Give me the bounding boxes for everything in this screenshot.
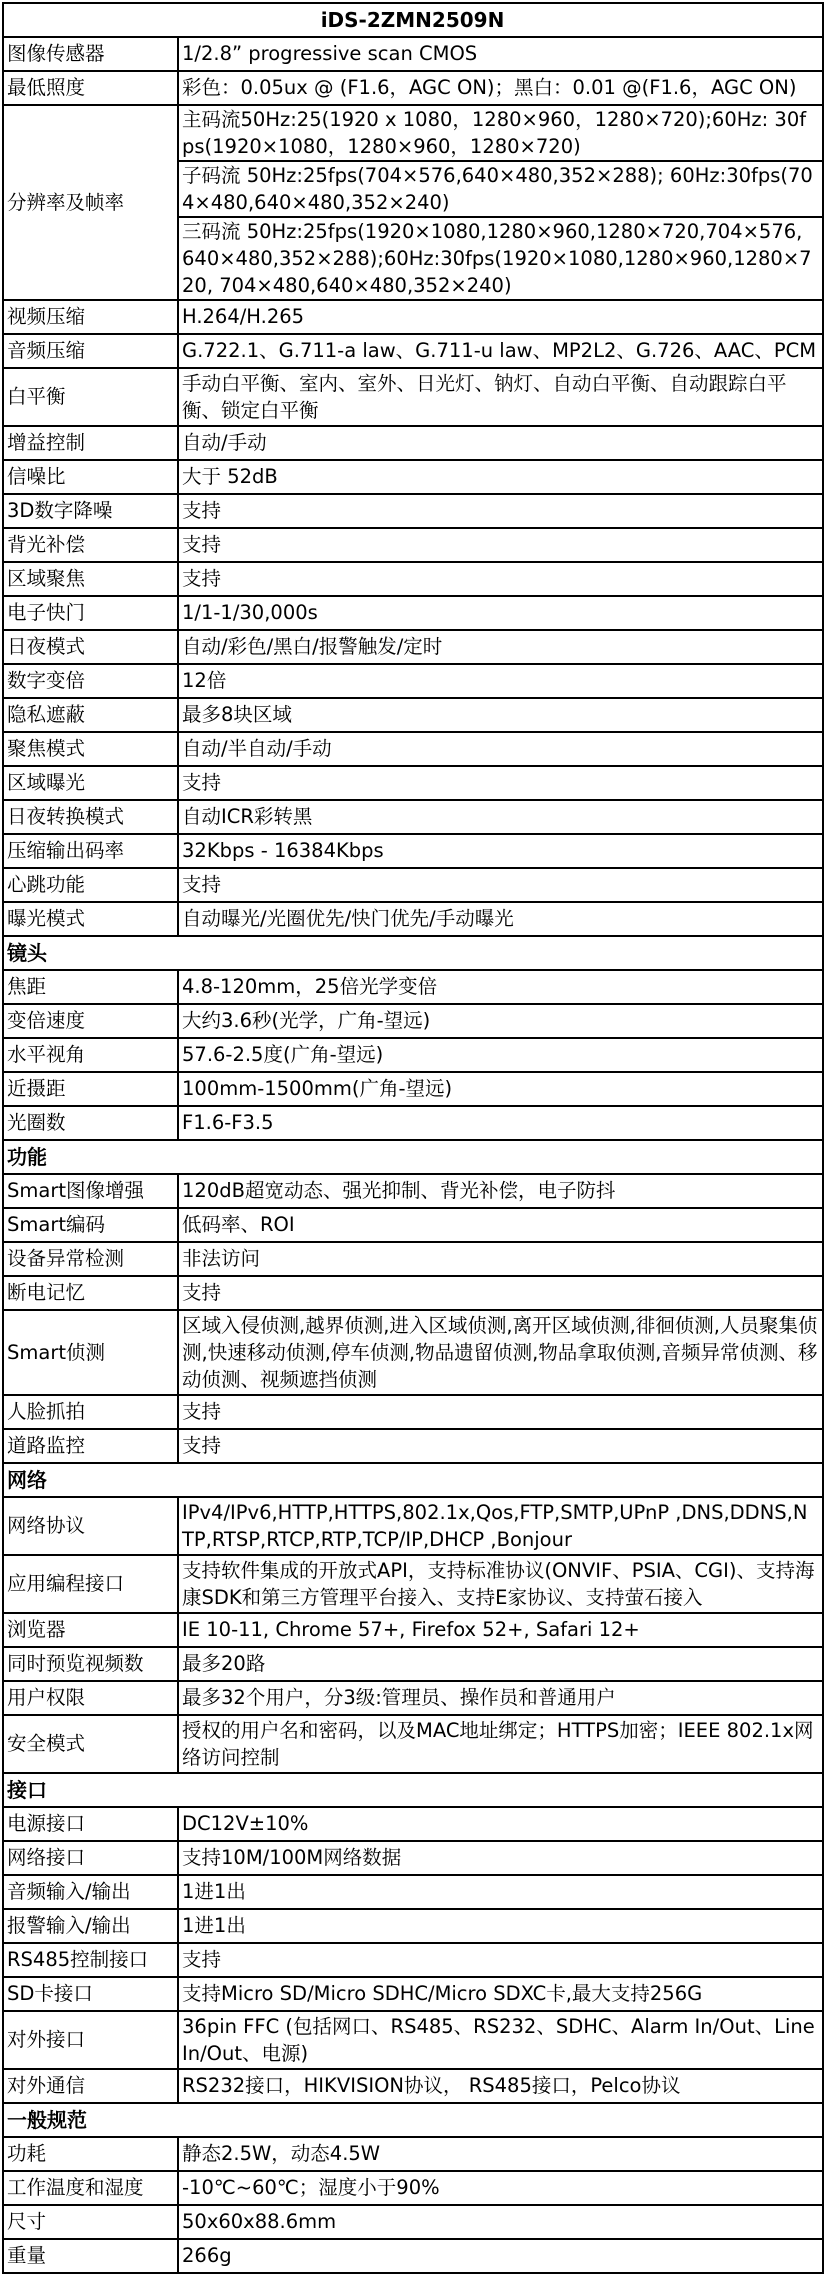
spec-row <box>3 732 823 766</box>
spec-row <box>3 1429 823 1463</box>
spec-value: 支持 <box>178 1429 823 1463</box>
spec-value: 自动/手动 <box>178 426 823 460</box>
spec-value: 支持Micro SD/Micro SDHC/Micro SDXC卡,最大支持256G <box>178 1977 823 2011</box>
spec-label: 对外接口 <box>3 2011 178 2069</box>
spec-row <box>3 1174 823 1208</box>
spec-value: H.264/H.265 <box>178 300 823 334</box>
section-heading: 镜头 <box>3 936 823 970</box>
spec-value: 1进1出 <box>178 1875 823 1909</box>
spec-label: 同时预览视频数 <box>3 1647 178 1681</box>
spec-label: 设备异常检测 <box>3 1242 178 1276</box>
spec-value: RS232接口，HIKVISION协议， RS485接口，Pelco协议 <box>178 2069 823 2103</box>
spec-label: 用户权限 <box>3 1681 178 1715</box>
spec-row <box>3 1613 823 1647</box>
spec-row <box>3 1715 823 1773</box>
spec-row <box>3 1909 823 1943</box>
spec-value: 1进1出 <box>178 1909 823 1943</box>
spec-value: F1.6-F3.5 <box>178 1106 823 1140</box>
spec-row <box>3 868 823 902</box>
spec-label: 尺寸 <box>3 2205 178 2239</box>
spec-value: 100mm-1500mm(广角-望远) <box>178 1072 823 1106</box>
spec-row <box>3 2205 823 2239</box>
spec-value-part: 子码流 50Hz:25fps(704×576,640×480,352×288); 60Hz:30fps(704×480,640×480,352×240) <box>178 161 823 217</box>
spec-row <box>3 1807 823 1841</box>
spec-row <box>3 1943 823 1977</box>
spec-value: 支持 <box>178 494 823 528</box>
spec-row <box>3 300 823 334</box>
spec-label: 心跳功能 <box>3 868 178 902</box>
spec-label: 视频压缩 <box>3 300 178 334</box>
spec-label: 区域聚焦 <box>3 562 178 596</box>
spec-value: 12倍 <box>178 664 823 698</box>
spec-row <box>3 596 823 630</box>
spec-row <box>3 2011 823 2069</box>
spec-label: 曝光模式 <box>3 902 178 936</box>
spec-label: 功耗 <box>3 2137 178 2171</box>
spec-label: 聚焦模式 <box>3 732 178 766</box>
spec-label: 人脸抓拍 <box>3 1395 178 1429</box>
spec-row <box>3 368 823 426</box>
spec-label: 对外通信 <box>3 2069 178 2103</box>
spec-row <box>3 664 823 698</box>
spec-label: 道路监控 <box>3 1429 178 1463</box>
spec-label: 区域曝光 <box>3 766 178 800</box>
spec-row <box>3 1072 823 1106</box>
spec-label: Smart编码 <box>3 1208 178 1242</box>
spec-label: RS485控制接口 <box>3 1943 178 1977</box>
spec-label: 应用编程接口 <box>3 1555 178 1613</box>
spec-row <box>3 1497 823 1555</box>
spec-label: 重量 <box>3 2239 178 2273</box>
spec-value: DC12V±10% <box>178 1807 823 1841</box>
title-row <box>3 3 823 37</box>
spec-value: 支持 <box>178 1276 823 1310</box>
spec-row <box>3 71 823 105</box>
spec-value: 支持 <box>178 562 823 596</box>
model-title: iDS-2ZMN2509N <box>3 3 823 37</box>
section-heading: 一般规范 <box>3 2103 823 2137</box>
spec-row <box>3 1875 823 1909</box>
spec-label: Smart侦测 <box>3 1310 178 1395</box>
spec-value: 266g <box>178 2239 823 2273</box>
spec-value: 自动/半自动/手动 <box>178 732 823 766</box>
spec-value-part: 主码流50Hz:25(1920 x 1080，1280×960，1280×720);60Hz: 30fps(1920×1080，1280×960，1280×720) <box>178 105 823 161</box>
spec-value: IPv4/IPv6,HTTP,HTTPS,802.1x,Qos,FTP,SMTP,UPnP ,DNS,DDNS,NTP,RTSP,RTCP,RTP,TCP/IP,DHCP ,Bonjour <box>178 1497 823 1555</box>
spec-label: 安全模式 <box>3 1715 178 1773</box>
spec-label: 焦距 <box>3 970 178 1004</box>
spec-value: 36pin FFC (包括网口、RS485、RS232、SDHC、Alarm In/Out、Line In/Out、电源) <box>178 2011 823 2069</box>
spec-label: 电源接口 <box>3 1807 178 1841</box>
section-row <box>3 1140 823 1174</box>
section-heading: 接口 <box>3 1773 823 1807</box>
spec-row <box>3 37 823 71</box>
spec-row <box>3 1242 823 1276</box>
spec-label: 断电记忆 <box>3 1276 178 1310</box>
spec-value: 支持 <box>178 528 823 562</box>
section-heading: 功能 <box>3 1140 823 1174</box>
spec-row <box>3 1208 823 1242</box>
spec-value: 支持 <box>178 1395 823 1429</box>
spec-value: 支持 <box>178 1943 823 1977</box>
spec-row <box>3 1977 823 2011</box>
spec-row <box>3 698 823 732</box>
spec-row <box>3 1647 823 1681</box>
spec-label: 压缩输出码率 <box>3 834 178 868</box>
section-row <box>3 936 823 970</box>
spec-row <box>3 2069 823 2103</box>
spec-row <box>3 334 823 368</box>
spec-label: 网络协议 <box>3 1497 178 1555</box>
spec-row <box>3 1106 823 1140</box>
spec-label: 图像传感器 <box>3 37 178 71</box>
spec-row <box>3 1276 823 1310</box>
spec-value: 4.8-120mm，25倍光学变倍 <box>178 970 823 1004</box>
spec-value: -10℃~60℃；湿度小于90% <box>178 2171 823 2205</box>
spec-label: 信噪比 <box>3 460 178 494</box>
spec-row <box>3 494 823 528</box>
spec-value: 大于 52dB <box>178 460 823 494</box>
spec-value: 支持软件集成的开放式API，支持标准协议(ONVIF、PSIA、CGI)、支持海康SDK和第三方管理平台接入、支持E家协议、支持萤石接入 <box>178 1555 823 1613</box>
spec-value-part: 三码流 50Hz:25fps(1920×1080,1280×960,1280×720,704×576, 640×480,352×288);60Hz:30fps(1920×1080,1280×960,1280×720, 704×480,640×480,352×240) <box>178 217 823 300</box>
spec-value: 最多8块区域 <box>178 698 823 732</box>
spec-value: 最多20路 <box>178 1647 823 1681</box>
spec-row <box>3 1038 823 1072</box>
spec-row <box>3 2171 823 2205</box>
spec-label: 最低照度 <box>3 71 178 105</box>
spec-label: 工作温度和湿度 <box>3 2171 178 2205</box>
spec-label: 日夜转换模式 <box>3 800 178 834</box>
spec-value: 最多32个用户，分3级:管理员、操作员和普通用户 <box>178 1681 823 1715</box>
spec-row <box>3 1555 823 1613</box>
spec-label: 报警输入/输出 <box>3 1909 178 1943</box>
spec-label: 白平衡 <box>3 368 178 426</box>
spec-row <box>3 562 823 596</box>
spec-row <box>3 766 823 800</box>
spec-label: 变倍速度 <box>3 1004 178 1038</box>
spec-label: 数字变倍 <box>3 664 178 698</box>
spec-row <box>3 1841 823 1875</box>
spec-value: 支持10M/100M网络数据 <box>178 1841 823 1875</box>
spec-label: 背光补偿 <box>3 528 178 562</box>
spec-label: 分辨率及帧率 <box>3 105 178 300</box>
spec-row <box>3 2239 823 2273</box>
spec-value: 支持 <box>178 868 823 902</box>
spec-label: Smart图像增强 <box>3 1174 178 1208</box>
spec-label: SD卡接口 <box>3 1977 178 2011</box>
spec-value: 1/1-1/30,000s <box>178 596 823 630</box>
spec-label: 近摄距 <box>3 1072 178 1106</box>
spec-row <box>3 2137 823 2171</box>
spec-label: 水平视角 <box>3 1038 178 1072</box>
spec-label: 增益控制 <box>3 426 178 460</box>
spec-value: 自动曝光/光圈优先/快门优先/手动曝光 <box>178 902 823 936</box>
spec-value: 57.6-2.5度(广角-望远) <box>178 1038 823 1072</box>
spec-value: 大约3.6秒(光学，广角-望远) <box>178 1004 823 1038</box>
spec-label: 电子快门 <box>3 596 178 630</box>
spec-value: 自动/彩色/黑白/报警触发/定时 <box>178 630 823 664</box>
spec-value: 静态2.5W，动态4.5W <box>178 2137 823 2171</box>
spec-row <box>3 105 823 161</box>
section-row <box>3 1773 823 1807</box>
spec-label: 3D数字降噪 <box>3 494 178 528</box>
spec-value: 授权的用户名和密码，以及MAC地址绑定；HTTPS加密；IEEE 802.1x网络访问控制 <box>178 1715 823 1773</box>
spec-value: 支持 <box>178 766 823 800</box>
spec-value: 32Kbps - 16384Kbps <box>178 834 823 868</box>
spec-label: 日夜模式 <box>3 630 178 664</box>
spec-row <box>3 1395 823 1429</box>
spec-row <box>3 834 823 868</box>
spec-label: 音频压缩 <box>3 334 178 368</box>
spec-value: 1/2.8” progressive scan CMOS <box>178 37 823 71</box>
spec-row <box>3 970 823 1004</box>
spec-table <box>2 2 824 2274</box>
spec-row <box>3 902 823 936</box>
spec-row <box>3 528 823 562</box>
spec-label: 音频输入/输出 <box>3 1875 178 1909</box>
spec-row <box>3 800 823 834</box>
spec-row <box>3 1681 823 1715</box>
spec-value: IE 10-11, Chrome 57+, Firefox 52+, Safari 12+ <box>178 1613 823 1647</box>
spec-value: 自动ICR彩转黑 <box>178 800 823 834</box>
spec-value: 120dB超宽动态、强光抑制、背光补偿，电子防抖 <box>178 1174 823 1208</box>
section-row <box>3 1463 823 1497</box>
spec-value: G.722.1、G.711-a law、G.711-u law、MP2L2、G.726、AAC、PCM <box>178 334 823 368</box>
spec-row <box>3 460 823 494</box>
spec-label: 隐私遮蔽 <box>3 698 178 732</box>
spec-value: 非法访问 <box>178 1242 823 1276</box>
spec-label: 网络接口 <box>3 1841 178 1875</box>
spec-row <box>3 1004 823 1038</box>
spec-value: 低码率、ROI <box>178 1208 823 1242</box>
spec-row <box>3 1310 823 1395</box>
spec-label: 浏览器 <box>3 1613 178 1647</box>
spec-value: 手动白平衡、室内、室外、日光灯、钠灯、自动白平衡、自动跟踪白平衡、锁定白平衡 <box>178 368 823 426</box>
spec-row <box>3 630 823 664</box>
spec-value: 50x60x88.6mm <box>178 2205 823 2239</box>
section-row <box>3 2103 823 2137</box>
spec-value: 彩色：0.05ux @ (F1.6，AGC ON)；黑白：0.01 @(F1.6，AGC ON) <box>178 71 823 105</box>
section-heading: 网络 <box>3 1463 823 1497</box>
spec-value: 区域入侵侦测,越界侦测,进入区域侦测,离开区域侦测,徘徊侦测,人员聚集侦测,快速移动侦测,停车侦测,物品遗留侦测,物品拿取侦测,音频异常侦测、移动侦测、视频遮挡侦测 <box>178 1310 823 1395</box>
spec-row <box>3 426 823 460</box>
spec-label: 光圈数 <box>3 1106 178 1140</box>
